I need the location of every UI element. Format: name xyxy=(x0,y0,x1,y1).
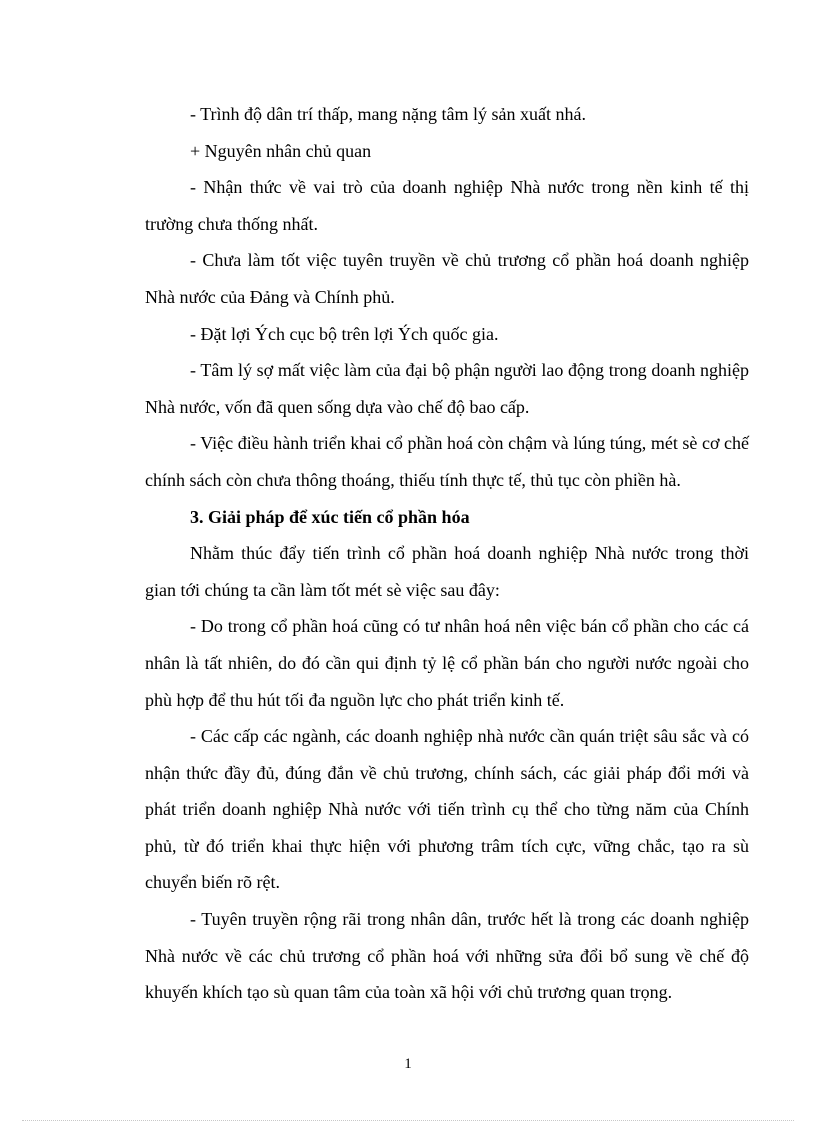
paragraph-6: - Tâm lý sợ mất việc làm của đại bộ phận người lao động trong doanh nghiệp Nhà nước, vốn đã quen sống dựa vào chế độ bao cấp. xyxy=(145,360,749,417)
document-body xyxy=(145,96,749,1011)
paragraph-8: Nhằm thúc đẩy tiến trình cổ phần hoá doanh nghiệp Nhà nước trong thời gian tới chúng ta cần làm tốt mét sè việc sau đây: xyxy=(145,543,749,600)
paragraph-7: - Việc điều hành triển khai cổ phần hoá còn chậm và lúng túng, mét sè cơ chế chính sách còn chưa thông thoáng, thiếu tính thực tế, thủ tục còn phiền hà. xyxy=(145,433,749,490)
paragraph-9: - Do trong cổ phần hoá cũng có tư nhân hoá nên việc bán cổ phần cho các cá nhân là tất nhiên, do đó cần qui định tỷ lệ cổ phần bán cho người nước ngoài cho phù hợp để thu hút tối đa nguồn lực cho phát triển kinh tế. xyxy=(145,616,749,710)
paragraph-5: - Đặt lợi Ých cục bộ trên lợi Ých quốc gia. xyxy=(190,323,499,344)
page-number: 1 xyxy=(404,1056,412,1072)
paragraph-2: + Nguyên nhân chủ quan xyxy=(190,140,372,161)
paragraph-1: - Trình độ dân trí thấp, mang nặng tâm lý sản xuất nhá. xyxy=(190,104,586,124)
page-divider xyxy=(22,1120,794,1121)
section-heading: 3. Giải pháp để xúc tiến cổ phần hóa xyxy=(190,506,470,527)
paragraph-3: - Nhận thức về vai trò của doanh nghiệp Nhà nước trong nền kinh tế thị trường chưa thống nhất. xyxy=(145,177,749,234)
paragraph-10: - Các cấp các ngành, các doanh nghiệp nhà nước cần quán triệt sâu sắc và có nhận thức đầy đủ, đúng đắn về chủ trương, chính sách, các giải pháp đổi mới và phát triển doanh nghiệp Nhà nước với tiến trình cụ thể cho từng năm của Chính phủ, từ đó triển khai thực hiện với phương trâm tích cực, vững chắc, tạo ra sù chuyển biến rõ rệt. xyxy=(145,726,749,893)
paragraph-4: - Chưa làm tốt việc tuyên truyền về chủ trương cổ phần hoá doanh nghiệp Nhà nước của Đảng và Chính phủ. xyxy=(145,250,749,307)
paragraph-11: - Tuyên truyền rộng rãi trong nhân dân, trước hết là trong các doanh nghiệp Nhà nước về các chủ trương cổ phần hoá với những sửa đổi bổ sung về chế độ khuyến khích tạo sù quan tâm của toàn xã hội với chủ trương quan trọng. xyxy=(145,909,749,1003)
